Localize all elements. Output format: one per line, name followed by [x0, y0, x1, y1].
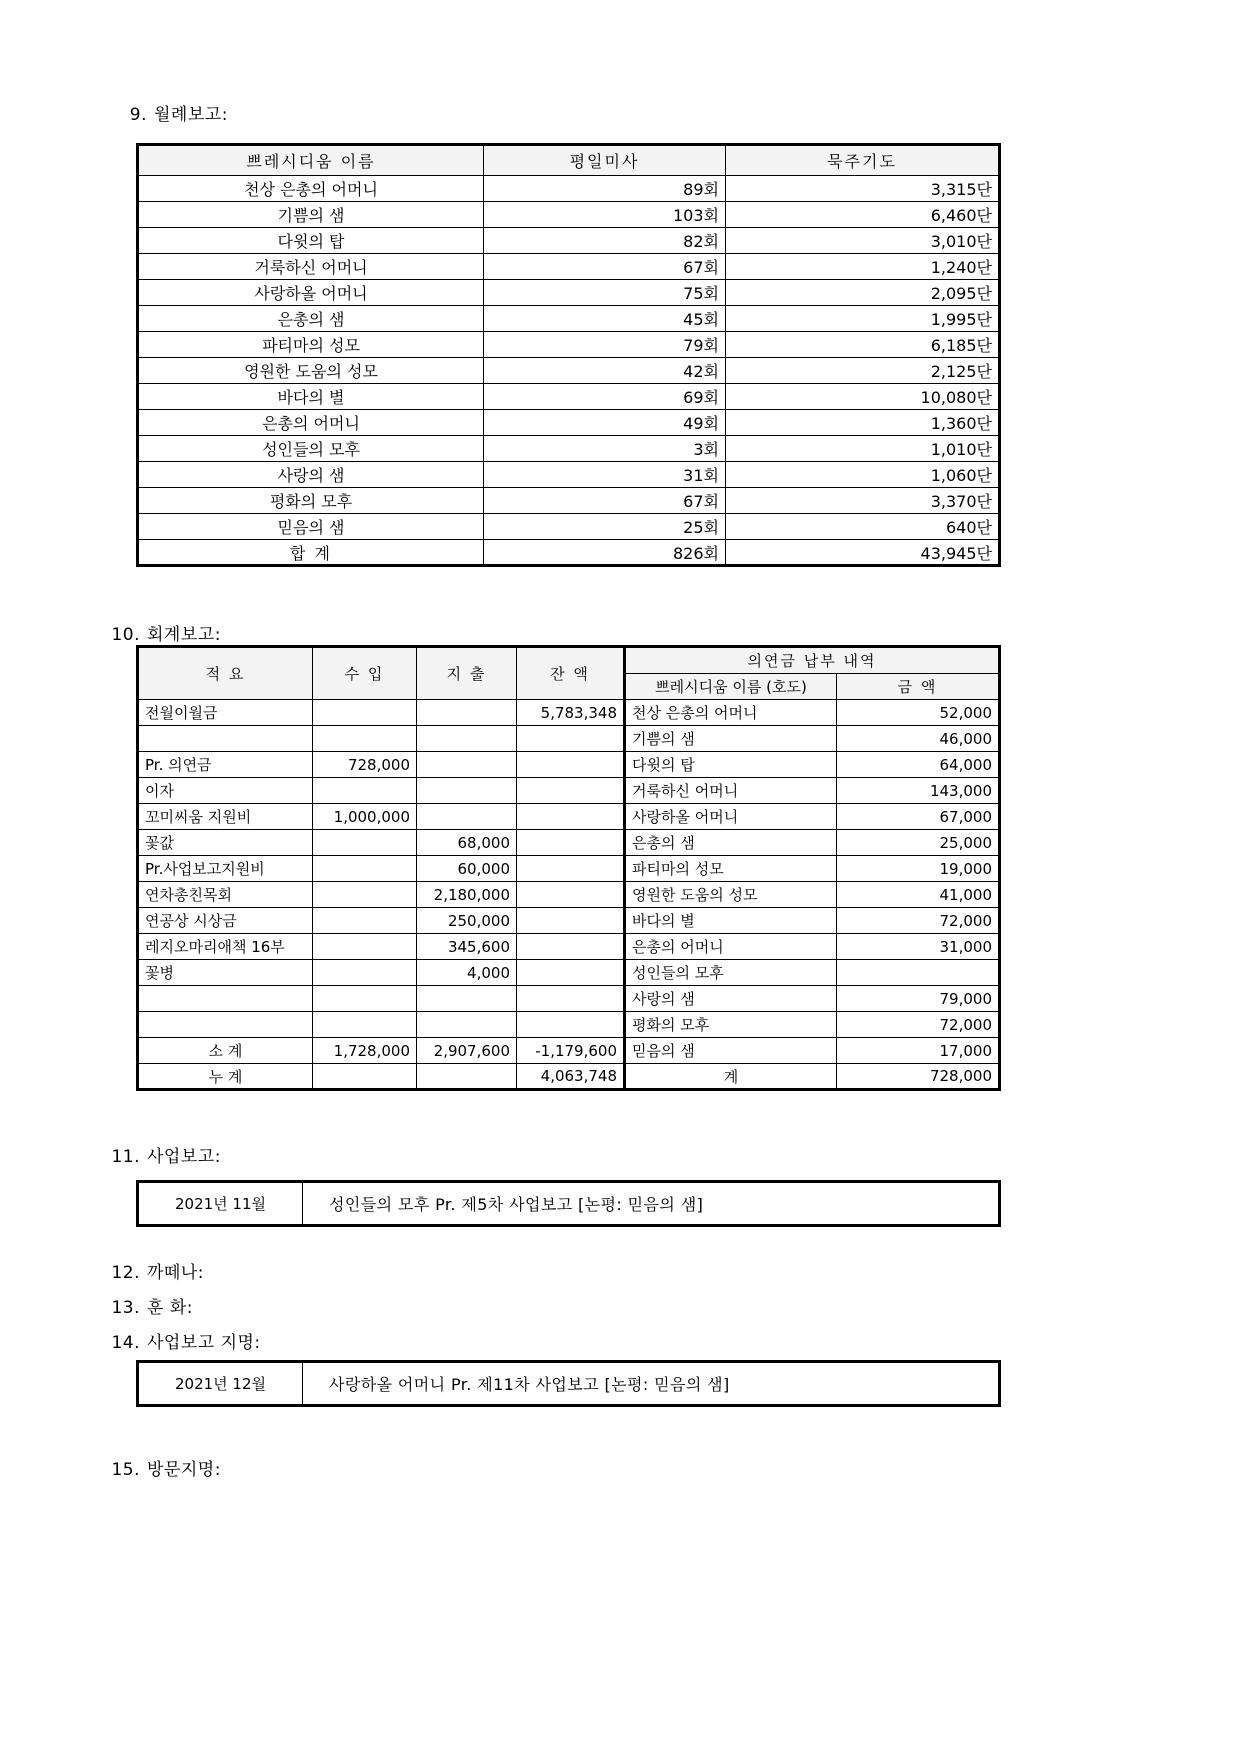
weekday-mass-cell: 82회 [484, 228, 726, 254]
income-cell [313, 1012, 417, 1038]
expense-cell [417, 1012, 517, 1038]
income-cell [313, 908, 417, 934]
section-label-monthly: 월례보고: [154, 105, 228, 125]
praesidium-name-cell: 다윗의 탑 [138, 228, 484, 254]
amount-cell: 17,000 [837, 1038, 1000, 1064]
section-heading-cathena [106, 1258, 204, 1283]
balance-cell [517, 908, 625, 934]
subtotal-expense-cell: 2,907,600 [417, 1038, 517, 1064]
section-heading-assignment [106, 1328, 261, 1353]
balance-cell [517, 1012, 625, 1038]
weekday-mass-cell: 45회 [484, 306, 726, 332]
section-label-assignment: 사업보고 지명: [147, 1333, 261, 1353]
cumulative-expense-cell [417, 1064, 517, 1090]
rosary-cell: 1,995단 [726, 306, 1000, 332]
praesidium-name-cell: 믿음의 샘 [625, 1038, 837, 1064]
rosary-cell: 1,360단 [726, 410, 1000, 436]
rosary-cell: 3,370단 [726, 488, 1000, 514]
amount-cell: 31,000 [837, 934, 1000, 960]
income-cell [313, 778, 417, 804]
section-number-account: 10. [111, 625, 140, 645]
income-cell: 1,000,000 [313, 804, 417, 830]
header-balance: 잔 액 [517, 647, 625, 700]
praesidium-name-cell: 은총의 어머니 [138, 410, 484, 436]
praesidium-name-cell: 성인들의 모후 [625, 960, 837, 986]
amount-cell: 79,000 [837, 986, 1000, 1012]
rosary-cell: 6,185단 [726, 332, 1000, 358]
table-row [138, 908, 1000, 934]
business-report-table [136, 1180, 1001, 1227]
header-praesidium-name: 쁘레시디움 이름 [138, 145, 484, 176]
section-heading-allocutio [106, 1293, 193, 1318]
header-rosary: 묵주기도 [726, 145, 1000, 176]
praesidium-name-cell: 파티마의 성모 [625, 856, 837, 882]
rosary-cell: 2,125단 [726, 358, 1000, 384]
praesidium-name-cell: 거룩하신 어머니 [138, 254, 484, 280]
section-number-cathena: 12. [111, 1263, 140, 1283]
amount-cell: 72,000 [837, 1012, 1000, 1038]
table-header-row-top [138, 647, 1000, 674]
table-row [138, 882, 1000, 908]
praesidium-name-cell: 천상 은총의 어머니 [625, 700, 837, 726]
section-label-allocutio: 훈 화: [147, 1298, 193, 1318]
header-praesidium-name-hodo: 쁘레시디움 이름 (호도) [625, 674, 837, 700]
weekday-mass-cell: 89회 [484, 176, 726, 202]
praesidium-name-cell: 은총의 샘 [138, 306, 484, 332]
praesidium-name-cell: 영원한 도움의 성모 [625, 882, 837, 908]
rosary-cell: 1,240단 [726, 254, 1000, 280]
description-cell [138, 726, 313, 752]
praesidium-name-cell: 사랑의 샘 [138, 462, 484, 488]
table-row [138, 830, 1000, 856]
weekday-mass-cell: 69회 [484, 384, 726, 410]
praesidium-name-cell: 은총의 샘 [625, 830, 837, 856]
amount-cell: 67,000 [837, 804, 1000, 830]
praesidium-name-cell: 사랑하올 어머니 [625, 804, 837, 830]
table-row [138, 254, 1000, 280]
praesidium-name-cell: 거룩하신 어머니 [625, 778, 837, 804]
weekday-mass-cell: 75회 [484, 280, 726, 306]
description-cell: 레지오마리애책 16부 [138, 934, 313, 960]
description-cell: 꼬미씨움 지원비 [138, 804, 313, 830]
assignment-report-text: 사랑하올 어머니 Pr. 제11차 사업보고 [논평: 믿음의 샘] [303, 1362, 1000, 1406]
expense-cell [417, 804, 517, 830]
assignment-report-date: 2021년 12월 [138, 1362, 303, 1406]
praesidium-name-cell: 평화의 모후 [138, 488, 484, 514]
expense-cell: 250,000 [417, 908, 517, 934]
balance-cell: 5,783,348 [517, 700, 625, 726]
assignment-report-table [136, 1360, 1001, 1407]
expense-cell [417, 752, 517, 778]
header-amount: 금 액 [837, 674, 1000, 700]
balance-cell [517, 778, 625, 804]
income-cell [313, 726, 417, 752]
description-cell: 꽃병 [138, 960, 313, 986]
table-row [138, 202, 1000, 228]
total-label-cell: 계 [625, 1064, 837, 1090]
description-cell: 이자 [138, 778, 313, 804]
monthly-report-table [136, 143, 1001, 567]
table-row [138, 1012, 1000, 1038]
praesidium-name-cell: 기쁨의 샘 [625, 726, 837, 752]
expense-cell [417, 700, 517, 726]
description-cell: 꽃값 [138, 830, 313, 856]
section-label-visit: 방문지명: [147, 1460, 221, 1480]
income-cell [313, 856, 417, 882]
expense-cell: 68,000 [417, 830, 517, 856]
header-expense: 지 출 [417, 647, 517, 700]
rosary-cell: 1,010단 [726, 436, 1000, 462]
amount-cell: 19,000 [837, 856, 1000, 882]
section-number-allocutio: 13. [111, 1298, 140, 1318]
amount-cell: 25,000 [837, 830, 1000, 856]
table-row [138, 934, 1000, 960]
amount-cell: 143,000 [837, 778, 1000, 804]
cumulative-income-cell [313, 1064, 417, 1090]
praesidium-name-cell: 평화의 모후 [625, 1012, 837, 1038]
description-cell: Pr. 의연금 [138, 752, 313, 778]
total-mass-cell: 826회 [484, 540, 726, 566]
subtotal-balance-cell: -1,179,600 [517, 1038, 625, 1064]
table-row [138, 804, 1000, 830]
subtotal-label-cell: 소 계 [138, 1038, 313, 1064]
weekday-mass-cell: 67회 [484, 254, 726, 280]
income-cell [313, 960, 417, 986]
praesidium-name-cell: 파티마의 성모 [138, 332, 484, 358]
table-row [138, 358, 1000, 384]
expense-cell [417, 726, 517, 752]
expense-cell: 4,000 [417, 960, 517, 986]
table-row [138, 436, 1000, 462]
table-row [138, 384, 1000, 410]
weekday-mass-cell: 103회 [484, 202, 726, 228]
weekday-mass-cell: 79회 [484, 332, 726, 358]
table-row [138, 176, 1000, 202]
table-row [138, 856, 1000, 882]
table-row [138, 280, 1000, 306]
section-number-assignment: 14. [111, 1333, 140, 1353]
header-income: 수 입 [313, 647, 417, 700]
rosary-cell: 6,460단 [726, 202, 1000, 228]
weekday-mass-cell: 67회 [484, 488, 726, 514]
balance-cell [517, 804, 625, 830]
weekday-mass-cell: 3회 [484, 436, 726, 462]
praesidium-name-cell: 기쁨의 샘 [138, 202, 484, 228]
rosary-cell: 10,080단 [726, 384, 1000, 410]
balance-cell [517, 830, 625, 856]
amount-cell: 52,000 [837, 700, 1000, 726]
section-heading-monthly [113, 100, 228, 125]
praesidium-name-cell: 바다의 별 [138, 384, 484, 410]
rosary-cell: 640단 [726, 514, 1000, 540]
section-label-business: 사업보고: [147, 1147, 221, 1167]
balance-cell [517, 856, 625, 882]
description-cell: 연공상 시상금 [138, 908, 313, 934]
weekday-mass-cell: 42회 [484, 358, 726, 384]
description-cell: Pr.사업보고지원비 [138, 856, 313, 882]
balance-cell [517, 726, 625, 752]
cumulative-balance-cell: 4,063,748 [517, 1064, 625, 1090]
balance-cell [517, 986, 625, 1012]
table-header-row [138, 145, 1000, 176]
section-number-business: 11. [111, 1147, 140, 1167]
amount-cell: 41,000 [837, 882, 1000, 908]
table-row [138, 306, 1000, 332]
income-cell [313, 700, 417, 726]
subtotal-income-cell: 1,728,000 [313, 1038, 417, 1064]
table-row [138, 488, 1000, 514]
expense-cell: 345,600 [417, 934, 517, 960]
table-row [138, 752, 1000, 778]
praesidium-name-cell: 믿음의 샘 [138, 514, 484, 540]
balance-cell [517, 934, 625, 960]
expense-cell [417, 778, 517, 804]
header-description: 적 요 [138, 647, 313, 700]
section-number-visit: 15. [111, 1460, 140, 1480]
income-cell [313, 986, 417, 1012]
praesidium-name-cell: 영원한 도움의 성모 [138, 358, 484, 384]
rosary-cell: 3,010단 [726, 228, 1000, 254]
section-heading-account [106, 620, 221, 645]
weekday-mass-cell: 49회 [484, 410, 726, 436]
total-amount-cell: 728,000 [837, 1064, 1000, 1090]
header-weekday-mass: 평일미사 [484, 145, 726, 176]
table-row [138, 462, 1000, 488]
expense-cell: 60,000 [417, 856, 517, 882]
weekday-mass-cell: 25회 [484, 514, 726, 540]
business-report-date: 2021년 11월 [138, 1182, 303, 1226]
amount-cell: 72,000 [837, 908, 1000, 934]
income-cell [313, 934, 417, 960]
description-cell: 전월이월금 [138, 700, 313, 726]
cumulative-label-cell: 누 계 [138, 1064, 313, 1090]
balance-cell [517, 960, 625, 986]
praesidium-name-cell: 사랑하올 어머니 [138, 280, 484, 306]
section-heading-business [106, 1142, 221, 1167]
total-rosary-cell: 43,945단 [726, 540, 1000, 566]
amount-cell: 46,000 [837, 726, 1000, 752]
table-row [138, 778, 1000, 804]
table-row [138, 1362, 1000, 1406]
table-row [138, 228, 1000, 254]
table-subtotal-row [138, 1038, 1000, 1064]
table-row [138, 700, 1000, 726]
description-cell: 연차총친목회 [138, 882, 313, 908]
table-row [138, 726, 1000, 752]
praesidium-name-cell: 성인들의 모후 [138, 436, 484, 462]
rosary-cell: 2,095단 [726, 280, 1000, 306]
praesidium-name-cell: 천상 은총의 어머니 [138, 176, 484, 202]
account-report-table [136, 645, 1001, 1091]
section-heading-visit [106, 1455, 221, 1480]
income-cell: 728,000 [313, 752, 417, 778]
business-report-text: 성인들의 모후 Pr. 제5차 사업보고 [논평: 믿음의 샘] [303, 1182, 1000, 1226]
balance-cell [517, 752, 625, 778]
section-label-cathena: 까떼나: [147, 1263, 204, 1283]
balance-cell [517, 882, 625, 908]
table-row [138, 986, 1000, 1012]
praesidium-name-cell: 은총의 어머니 [625, 934, 837, 960]
praesidium-name-cell: 다윗의 탑 [625, 752, 837, 778]
table-row [138, 332, 1000, 358]
praesidium-name-cell: 바다의 별 [625, 908, 837, 934]
description-cell [138, 1012, 313, 1038]
table-total-row [138, 540, 1000, 566]
amount-cell: 64,000 [837, 752, 1000, 778]
table-row [138, 514, 1000, 540]
expense-cell: 2,180,000 [417, 882, 517, 908]
table-row [138, 410, 1000, 436]
table-row [138, 960, 1000, 986]
header-donation-group: 의연금 납부 내역 [625, 647, 1000, 674]
income-cell [313, 882, 417, 908]
table-row [138, 1182, 1000, 1226]
amount-cell [837, 960, 1000, 986]
expense-cell [417, 986, 517, 1012]
rosary-cell: 1,060단 [726, 462, 1000, 488]
rosary-cell: 3,315단 [726, 176, 1000, 202]
table-cumulative-row [138, 1064, 1000, 1090]
income-cell [313, 830, 417, 856]
total-label-cell: 합 계 [138, 540, 484, 566]
section-number-monthly: 9. [129, 105, 147, 125]
section-label-account: 회계보고: [147, 625, 221, 645]
weekday-mass-cell: 31회 [484, 462, 726, 488]
description-cell [138, 986, 313, 1012]
praesidium-name-cell: 사랑의 샘 [625, 986, 837, 1012]
